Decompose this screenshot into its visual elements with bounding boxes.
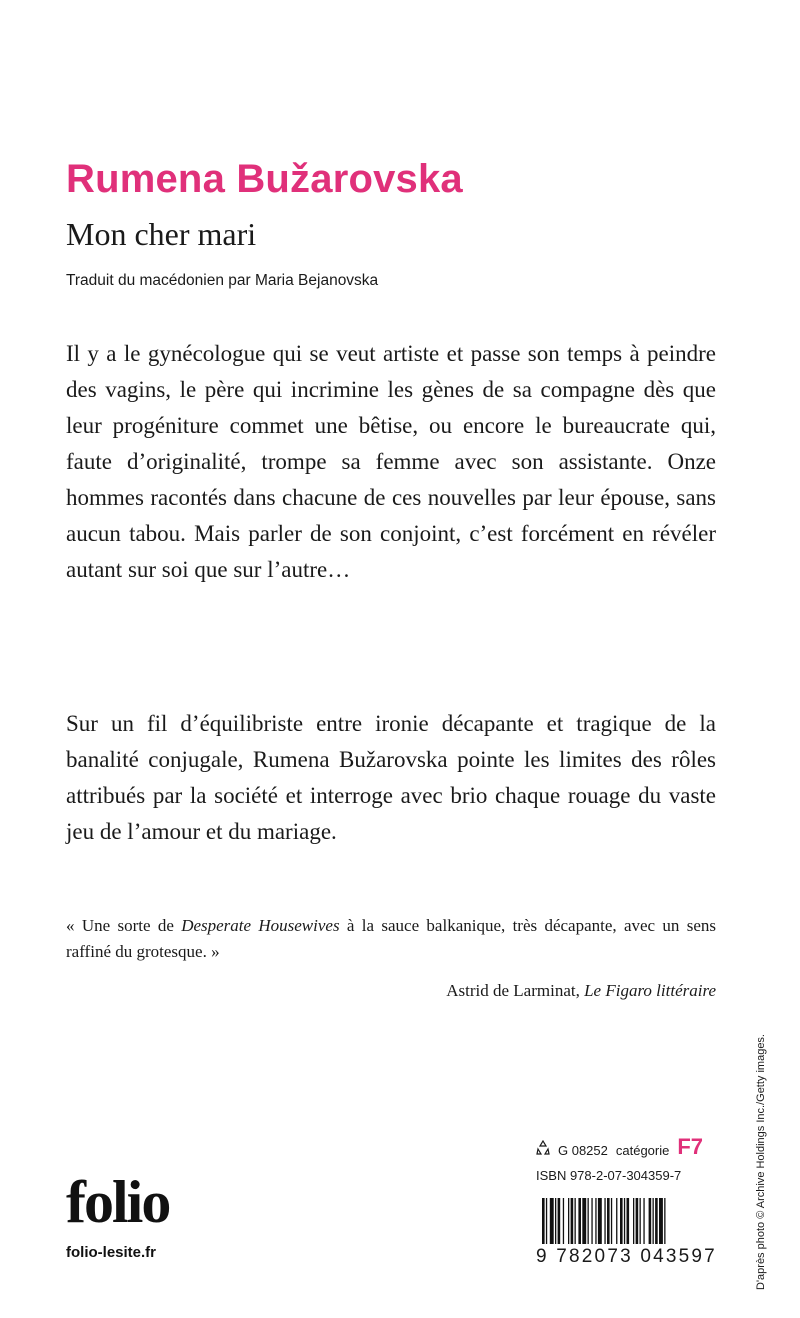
review-quote [66, 913, 716, 965]
quote-open: « Une sorte de [66, 916, 182, 935]
publisher-logo: folio [66, 1169, 170, 1235]
blurb-paragraph-2: Sur un fil d’équilibriste entre ironie décapante et tragique de la banalité conjugale, Rumena Bužarovska pointe les limites des rôles attribués par la société et interroge avec brio chaque rouage du vaste jeu de l’amour et du mariage. [66, 711, 716, 844]
publication-name: Le Figaro littéraire [584, 981, 716, 1000]
category-label: catégorie [615, 1143, 670, 1158]
isbn: ISBN 978-2-07-304359-7 [536, 1168, 682, 1183]
review-attribution [446, 978, 716, 1004]
book-title: Mon cher mari [66, 216, 257, 252]
photo-credit: D'après photo © Archive Holdings Inc./Getty images. [755, 1034, 767, 1290]
barcode-digits: 9 782073 043597 [536, 1246, 717, 1267]
critic-name: Astrid de Larminat, [446, 981, 585, 1000]
quote-italic-title: Desperate Housewives [181, 916, 340, 935]
translator-credit: Traduit du macédonien par Maria Bejanovska [66, 272, 379, 289]
blurb-paragraph-1: Il y a le gynécologue qui se veut artiste et passe son temps à peindre des vagins, le père qui incrimine les gènes de sa compagne dès que leur progéniture commet une bêtise, ou encore le bureaucrate qui, faute d’originalité, trompe sa femme avec son assistante. Onze hommes racontés dans chacune de ces nouvelles par leur épouse, sans aucun tabou. Mais parler de son conjoint, c’est forcément en révéler autant sur soi que sur l’autre… [66, 341, 716, 582]
quote-rest: à la sauce balkanique, très décapante, avec un sens raffiné du grotesque. » [66, 916, 717, 961]
catalog-row [536, 1132, 703, 1158]
author-name: Rumena Bužarovska [66, 157, 463, 201]
publisher-website: folio-lesite.fr [66, 1244, 157, 1261]
category-code: F7 [677, 1134, 704, 1159]
recycle-icon [536, 1140, 550, 1156]
catalog-code: G 08252 [558, 1143, 608, 1158]
